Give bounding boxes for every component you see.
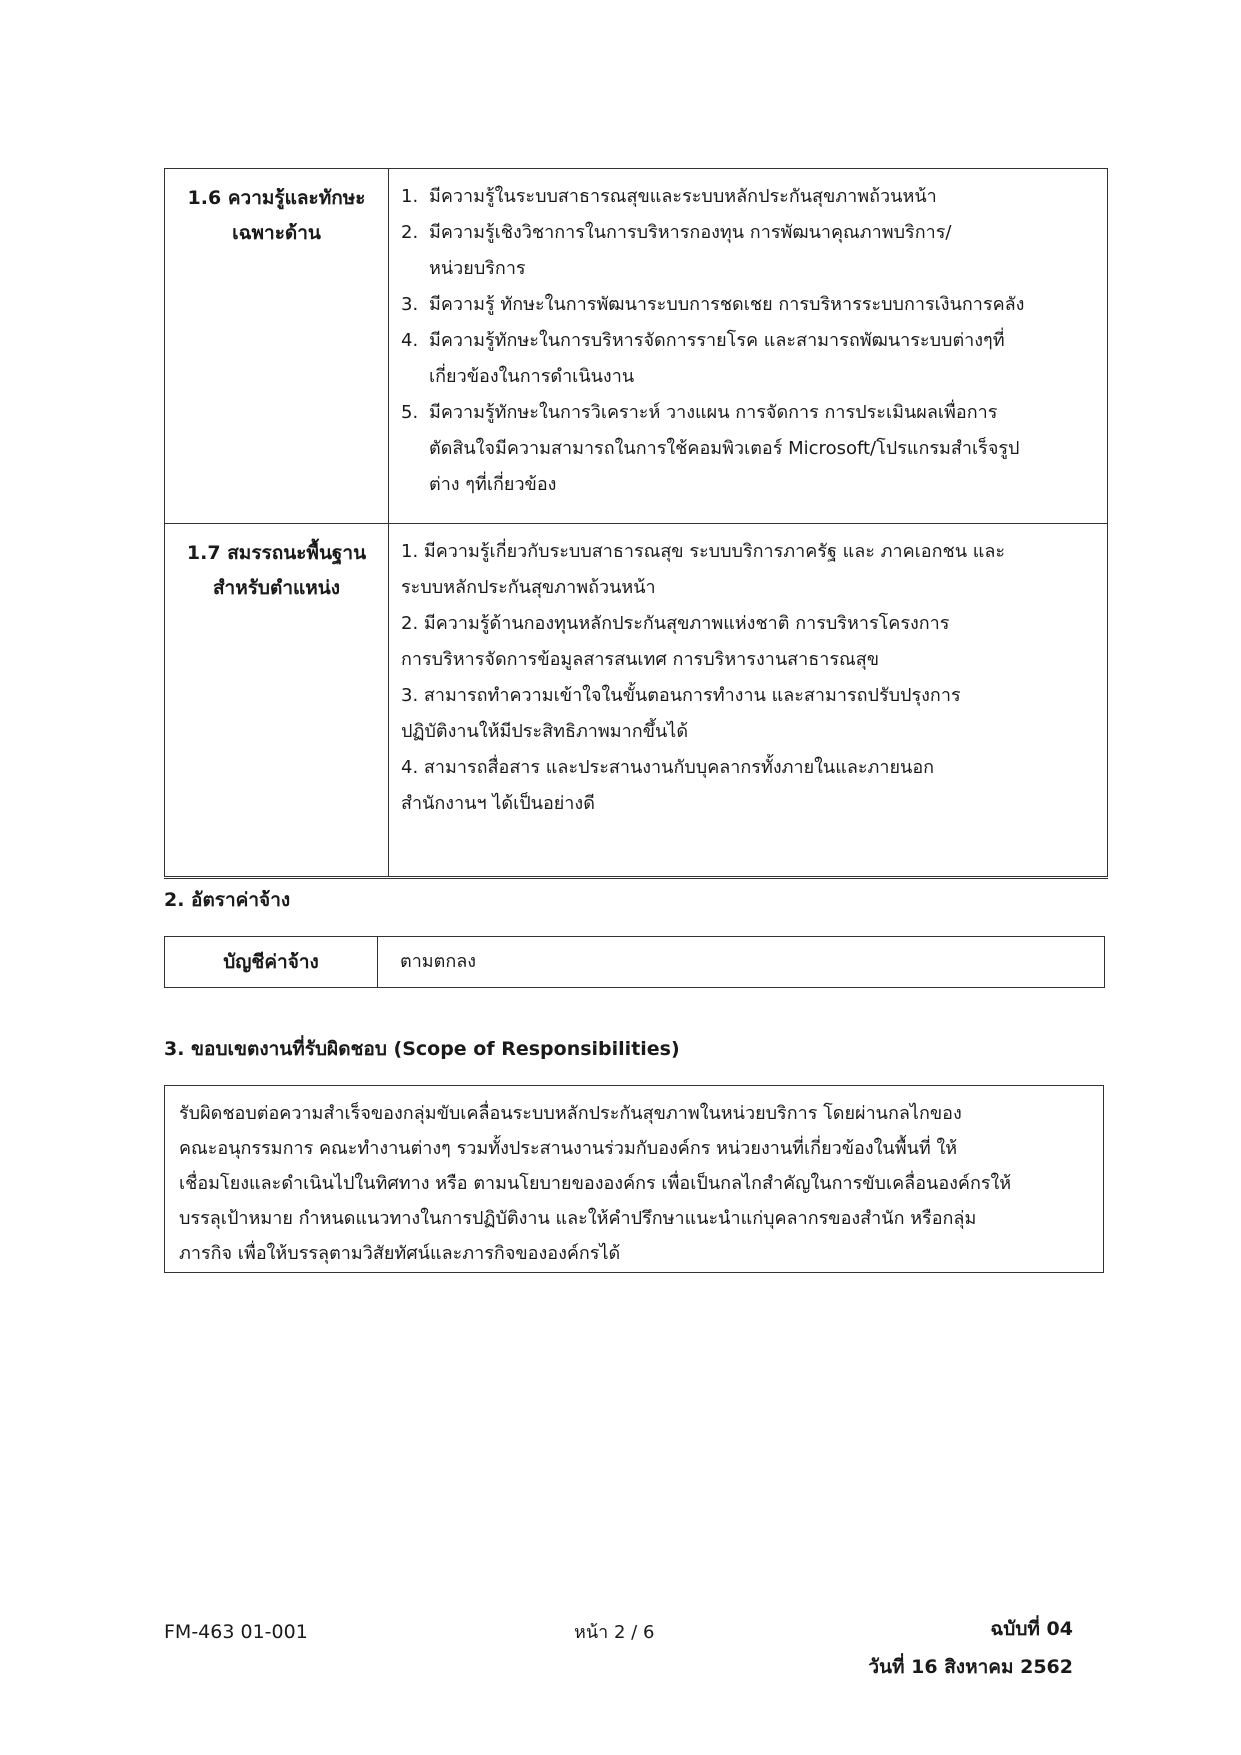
row-label-line: สำหรับตำแหน่ง bbox=[212, 577, 341, 599]
scope-line: เชื่อมโยงและดำเนินไปในทิศทาง หรือ ตามนโยบายขององค์กร เพื่อเป็นกลไกสำคัญในการขับเคลื่อนองค์กรให้ bbox=[179, 1173, 1012, 1194]
item-text bbox=[429, 179, 1095, 215]
item-line: มีความรู้ทักษะในการบริหารจัดการรายโรค และสามารถพัฒนาระบบต่างๆที่ bbox=[429, 330, 1005, 351]
row-label-line: เฉพาะด้าน bbox=[232, 222, 321, 244]
list-item bbox=[401, 215, 1095, 287]
item-line: หน่วยบริการ bbox=[429, 258, 526, 279]
list-item bbox=[401, 395, 1095, 503]
item-line: มีความรู้เชิงวิชาการในการบริหารกองทุน การพัฒนาคุณภาพบริการ/ bbox=[429, 222, 952, 243]
scope-box bbox=[164, 1085, 1104, 1273]
qualification-table bbox=[164, 168, 1108, 879]
content-line: 2. มีความรู้ด้านกองทุนหลักประกันสุขภาพแห่งชาติ การบริหารโครงการ bbox=[401, 613, 950, 634]
scope-line: ภารกิจ เพื่อให้บรรลุตามวิสัยทัศน์และภารกิจขององค์กรได้ bbox=[179, 1243, 621, 1264]
content-line: 4. สามารถสื่อสาร และประสานงานกับบุคลากรทั้งภายในและภายนอก bbox=[401, 757, 935, 778]
item-line: มีความรู้ทักษะในการวิเคราะห์ วางแผน การจัดการ การประเมินผลเพื่อการ bbox=[429, 402, 998, 423]
row-label-line: 1.6 ความรู้และทักษะ bbox=[187, 187, 366, 209]
edition: ฉบับที่ 04 bbox=[990, 1618, 1073, 1640]
content-line: 1. มีความรู้เกี่ยวกับระบบสาธารณสุข ระบบบริการภาครัฐ และ ภาคเอกชน และ bbox=[401, 541, 1006, 562]
scope-line: คณะอนุกรรมการ คณะทำงานต่างๆ รวมทั้งประสานงานร่วมกับองค์กร หน่วยงานที่เกี่ยวข้องในพื้นที่ ให้ bbox=[179, 1138, 958, 1159]
item-number: 1. bbox=[401, 186, 419, 207]
scope-heading: 3. ขอบเขตงานที่รับผิดชอบ (Scope of Responsibilities) bbox=[164, 1038, 680, 1060]
content-line: ระบบหลักประกันสุขภาพถ้วนหน้า bbox=[401, 577, 656, 598]
content-line: การบริหารจัดการข้อมูลสารสนเทศ การบริหารงานสาธารณสุข bbox=[401, 649, 880, 670]
issue-date: วันที่ 16 สิงหาคม 2562 bbox=[868, 1656, 1073, 1678]
list-item bbox=[401, 287, 1095, 323]
item-line: มีความรู้ ทักษะในการพัฒนาระบบการชดเชย การบริหารระบบการเงินการคลัง bbox=[429, 294, 1025, 315]
item-line: ต่าง ๆที่เกี่ยวข้อง bbox=[429, 474, 557, 495]
row-label bbox=[165, 169, 389, 524]
item-line: ตัดสินใจมีความสามารถในการใช้คอมพิวเตอร์ Microsoft/โปรแกรมสำเร็จรูป bbox=[429, 438, 1020, 459]
form-code: FM-463 01-001 bbox=[164, 1621, 308, 1643]
scope-line: บรรลุเป้าหมาย กำหนดแนวทางในการปฏิบัติงาน และให้คำปรึกษาแนะนำแก่บุคลากรของสำนัก หรือกลุ่ม bbox=[179, 1208, 977, 1229]
wage-label: บัญชีค่าจ้าง bbox=[165, 937, 378, 987]
item-text bbox=[429, 395, 1095, 503]
page-number: หน้า 2 / 6 bbox=[574, 1622, 655, 1643]
row-content bbox=[389, 524, 1108, 878]
item-line: เกี่ยวข้องในการดำเนินงาน bbox=[429, 366, 635, 387]
content-line: ปฏิบัติงานให้มีประสิทธิภาพมากขึ้นได้ bbox=[401, 721, 689, 742]
wage-box bbox=[164, 936, 1105, 988]
content-line: สำนักงานฯ ได้เป็นอย่างดี bbox=[401, 793, 595, 814]
item-line: มีความรู้ในระบบสาธารณสุขและระบบหลักประกันสุขภาพถ้วนหน้า bbox=[429, 186, 937, 207]
wage-heading: 2. อัตราค่าจ้าง bbox=[164, 889, 291, 911]
item-number: 5. bbox=[401, 402, 419, 423]
row-label bbox=[165, 524, 389, 878]
item-text bbox=[429, 323, 1095, 395]
row-content bbox=[389, 169, 1108, 524]
content-line: 3. สามารถทำความเข้าใจในขั้นตอนการทำงาน และสามารถปรับปรุงการ bbox=[401, 685, 961, 706]
row-label-line: 1.7 สมรรถนะพื้นฐาน bbox=[186, 542, 367, 564]
item-number: 4. bbox=[401, 330, 419, 351]
item-text bbox=[429, 287, 1095, 323]
list-item bbox=[401, 179, 1095, 215]
item-number: 3. bbox=[401, 294, 419, 315]
item-number: 2. bbox=[401, 222, 419, 243]
scope-line: รับผิดชอบต่อความสำเร็จของกลุ่มขับเคลื่อนระบบหลักประกันสุขภาพในหน่วยบริการ โดยผ่านกลไกของ bbox=[179, 1103, 962, 1124]
item-text bbox=[429, 215, 1095, 287]
table-row-1-6 bbox=[165, 169, 1108, 524]
wage-value: ตามตกลง bbox=[400, 951, 477, 972]
list-item bbox=[401, 323, 1095, 395]
table-row-1-7 bbox=[165, 524, 1108, 878]
